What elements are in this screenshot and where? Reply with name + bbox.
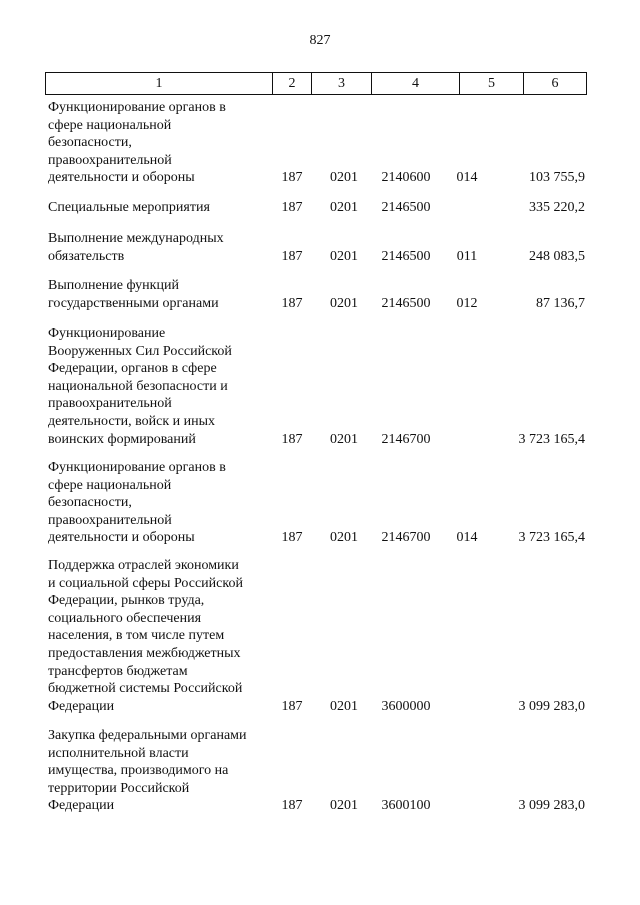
description-line: деятельности и обороны	[48, 170, 195, 186]
cell-c2: 187	[281, 295, 303, 311]
description-line: трансфертов бюджетам	[48, 663, 188, 679]
cell-c2: 187	[281, 530, 303, 546]
description-line: исполнительной власти	[48, 745, 189, 761]
description-line: национальной безопасности и	[48, 378, 228, 394]
cell-c3: 0201	[330, 248, 358, 264]
description-line: сфере национальной	[48, 117, 172, 133]
header-cell-3: 3	[311, 73, 371, 94]
description-line: Функционирование органов в	[48, 100, 226, 115]
description-line: Функционирование органов в	[48, 460, 226, 475]
description-line: Федерации	[48, 698, 115, 714]
row-description	[48, 199, 266, 217]
row-description	[48, 557, 266, 715]
description-line: населения, в том числе путем	[48, 628, 225, 644]
cell-c3: 0201	[330, 295, 358, 311]
cell-c6: 248 083,5	[529, 248, 585, 264]
cell-c5: 014	[456, 530, 478, 546]
description-line: безопасности,	[48, 135, 132, 151]
page-number: 827	[309, 33, 331, 48]
description-line: Федерации	[48, 798, 115, 814]
header-cell-6: 6	[523, 73, 586, 94]
description-line: воинских формирований	[48, 431, 196, 447]
description-line: деятельности и обороны	[48, 530, 195, 546]
cell-c4: 3600000	[381, 698, 431, 714]
cell-c3: 0201	[330, 530, 358, 546]
cell-c2: 187	[281, 248, 303, 264]
cell-c3: 0201	[330, 170, 358, 186]
row-description	[48, 230, 266, 265]
cell-c4: 2140600	[381, 170, 431, 186]
cell-c2: 187	[281, 431, 303, 447]
description-line: Выполнение международных	[48, 231, 224, 246]
description-line: и социальной сферы Российской	[48, 575, 243, 591]
cell-c5: 011	[456, 248, 478, 264]
description-line: имущества, производимого на	[48, 763, 229, 779]
cell-c4: 2146700	[381, 530, 431, 546]
cell-c4: 2146500	[381, 200, 431, 215]
cell-c6: 3 723 165,4	[518, 431, 585, 447]
description-line: Специальные мероприятия	[48, 200, 210, 215]
cell-c6: 87 136,7	[536, 295, 585, 311]
cell-c6: 3 099 283,0	[518, 798, 585, 814]
cell-c5: 012	[456, 295, 478, 311]
description-line: Федерации, органов в сфере	[48, 361, 217, 377]
cell-c4: 3600100	[381, 798, 431, 814]
header-cell-4: 4	[371, 73, 459, 94]
row-description	[48, 325, 266, 448]
cell-c3: 0201	[330, 200, 358, 215]
cell-c3: 0201	[330, 798, 358, 814]
header-cell-1: 1	[155, 76, 163, 91]
description-line: Функционирование	[48, 326, 166, 341]
description-line: правоохранительной	[48, 512, 172, 528]
cell-c2: 187	[281, 798, 303, 814]
header-cell-2: 2	[272, 73, 311, 94]
description-line: обязательств	[48, 248, 125, 264]
row-description	[48, 727, 266, 815]
cell-c3: 0201	[330, 698, 358, 714]
cell-c2: 187	[281, 200, 303, 215]
row-description	[48, 459, 266, 547]
cell-c6: 3 099 283,0	[518, 698, 585, 714]
table-header	[45, 72, 587, 95]
cell-c6: 3 723 165,4	[518, 530, 585, 546]
cell-c2: 187	[281, 698, 303, 714]
description-line: территории Российской	[48, 780, 190, 796]
description-line: предоставления межбюджетных	[48, 645, 241, 661]
cell-c4: 2146500	[381, 295, 431, 311]
description-line: правоохранительной	[48, 396, 172, 412]
description-line: деятельности, войск и иных	[48, 413, 216, 429]
cell-c4: 2146500	[381, 248, 431, 264]
description-line: бюджетной системы Российской	[48, 681, 243, 697]
row-description	[48, 99, 266, 187]
cell-c3: 0201	[330, 431, 358, 447]
description-line: Поддержка отраслей экономики	[48, 558, 239, 573]
description-line: безопасности,	[48, 495, 132, 511]
cell-c6: 335 220,2	[529, 200, 585, 215]
description-line: государственными органами	[48, 295, 219, 311]
row-description	[48, 277, 266, 312]
cell-c4: 2146700	[381, 431, 431, 447]
description-line: правоохранительной	[48, 152, 172, 168]
description-line: сфере национальной	[48, 477, 172, 493]
description-line: Федерации, рынков труда,	[48, 593, 205, 609]
description-line: Выполнение функций	[48, 278, 179, 293]
description-line: Закупка федеральными органами	[48, 728, 247, 743]
cell-c2: 187	[281, 170, 303, 186]
header-cell-5: 5	[459, 73, 523, 94]
description-line: социального обеспечения	[48, 610, 202, 626]
cell-c5: 014	[456, 170, 478, 186]
cell-c6: 103 755,9	[529, 170, 585, 186]
description-line: Вооруженных Сил Российской	[48, 343, 232, 359]
